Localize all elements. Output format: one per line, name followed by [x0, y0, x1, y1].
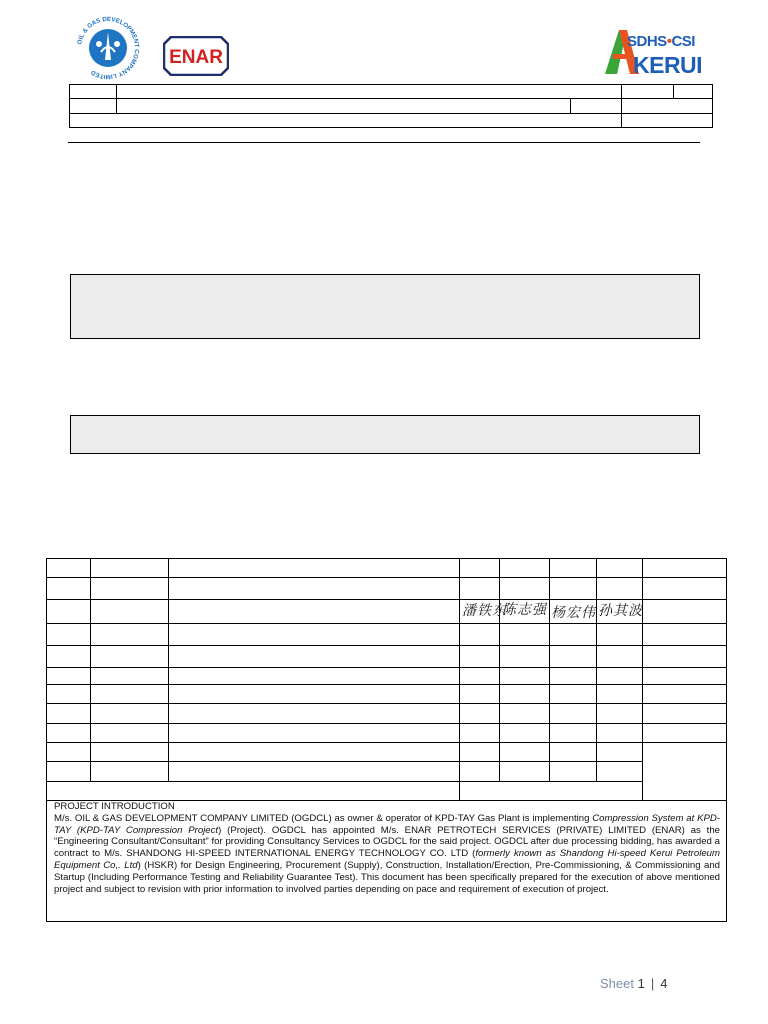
kerui-top-text: SDHS [627, 33, 667, 50]
signature-2: 陈志强 [502, 602, 547, 618]
header-divider [68, 142, 700, 143]
kerui-bottom-text: KERUI [633, 52, 703, 76]
kerui-logo [603, 24, 703, 76]
document-number-box [70, 415, 700, 454]
enar-logo [163, 36, 229, 76]
svg-text:SDHS•CSI [627, 33, 695, 50]
document-title-box [70, 274, 700, 339]
intro-italic-1: Compression System at KPD-TAY (KPD-TAY Compression Project [54, 812, 720, 836]
page-footer [600, 976, 667, 991]
footer-total-pages: 4 [660, 976, 668, 991]
ogdcl-logo [74, 14, 142, 82]
signature-4: 孙其波 [598, 603, 643, 619]
intro-text-3: ) (HSKR) for Design Engineering, Procurement (Supply), Construction, Installation/Erection, Pre-Commissioning, & Commissioning and Startup (Including Performance Testing and Reliability Guarantee Test). This document has been specifically prepared for the execution of above mentioned project and subject to revision with prior information to involved parties depending on pace and requirement of execution of project. [54, 859, 720, 895]
intro-italic-2: formerly known as Shandong Hi-speed Kerui Petroleum Equipment Co,. Ltd [54, 848, 720, 871]
header-info-grid [69, 84, 713, 128]
ogdcl-ring-text: OIL & GAS DEVELOPMENT COMPANY LIMITED [76, 15, 141, 81]
intro-text-2: ) (Project). OGDCL has appointed M/s. ENAR PETROTECH SERVICES (PRIVATE) LIMITED (ENAR) as the “Engineering Consultant/Consultant” for providing Consultancy Services to OGDCL for the said project. OGDCL after due processing bidding, has awarded a contract to M/s. SHANDONG HI-SPEED INTERNATIONAL ENERGY TECHNOLOGY CO. LTD ( [54, 824, 721, 860]
project-introduction [54, 801, 720, 895]
signature-3: 杨宏伟 [551, 605, 596, 621]
project-introduction-heading: PROJECT INTRODUCTION [54, 801, 175, 812]
intro-text-1: M/s. OIL & GAS DEVELOPMENT COMPANY LIMITED (OGDCL) as owner & operator of KPD-TAY Gas Plant is implementing [54, 812, 593, 824]
enar-logo-text: ENAR [169, 47, 223, 68]
kerui-top2-text: CSI [671, 33, 695, 50]
footer-page-number: 1 [637, 976, 645, 991]
kerui-dot: • [666, 33, 672, 50]
footer-sheet-label: Sheet [600, 976, 634, 991]
signature-1: 潘铁东 [462, 603, 507, 619]
footer-separator: | [650, 976, 655, 991]
